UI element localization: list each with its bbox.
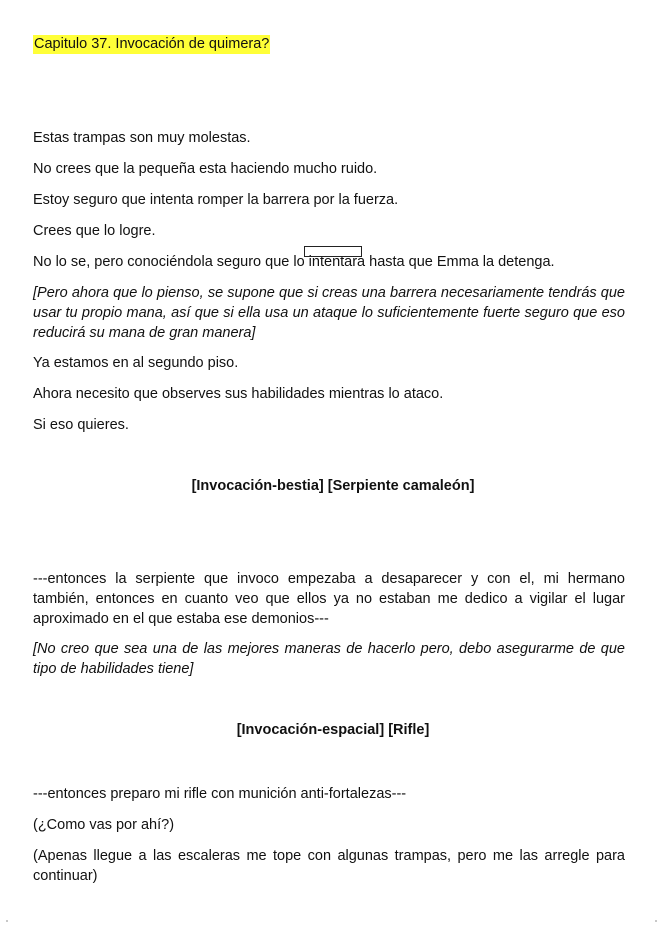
empty-text-box [304, 246, 362, 257]
thought-paragraph: [Pero ahora que lo pienso, se supone que si creas una barrera necesariamente tendrás que usar tu propio mana, así que si ella usa un ataque lo suficientemente fuerte seguro que eso reducirá su mana de gran manera] [33, 285, 625, 341]
dialogue-paragraph: (Apenas llegue a las escaleras me tope con algunas trampas, pero me las arregle para continuar) [33, 848, 625, 884]
thought-paragraph: [No creo que sea una de las mejores maneras de hacerlo pero, debo asegurarme de que tipo de habilidades tiene] [33, 641, 625, 677]
page-corner-mark [6, 920, 8, 922]
dialogue-line: Estas trampas son muy molestas. [33, 130, 251, 146]
dialogue-line: (¿Como vas por ahí?) [33, 817, 175, 833]
dialogue-line: No lo se, pero conociéndola seguro que lo intentara hasta que Emma la detenga. [33, 254, 555, 270]
section-heading: [Invocación-espacial] [Rifle] [236, 722, 430, 738]
dialogue-line: Estoy seguro que intenta romper la barrera por la fuerza. [33, 192, 399, 208]
dialogue-line: Ahora necesito que observes sus habilidades mientras lo ataco. [33, 386, 444, 402]
chapter-title-text: Capitulo 37. Invocación de quimera? [34, 36, 270, 52]
dialogue-line: Si eso quieres. [33, 417, 129, 433]
narration-paragraph: ---entonces la serpiente que invoco empezaba a desaparecer y con el, mi hermano también, entonces en cuanto veo que ellos ya no estaban me dedico a vigilar el lugar aproximado en el que estaba ese demonios--- [33, 571, 625, 627]
dialogue-line: Ya estamos en al segundo piso. [33, 355, 239, 371]
chapter-title [33, 34, 270, 54]
dialogue-line: Crees que lo logre. [33, 223, 156, 239]
section-heading: [Invocación-bestia] [Serpiente camaleón] [191, 478, 475, 494]
page-corner-mark [655, 920, 657, 922]
narration-line: ---entonces preparo mi rifle con munición anti-fortalezas--- [33, 786, 407, 802]
dialogue-line: No crees que la pequeña esta haciendo mucho ruido. [33, 161, 378, 177]
